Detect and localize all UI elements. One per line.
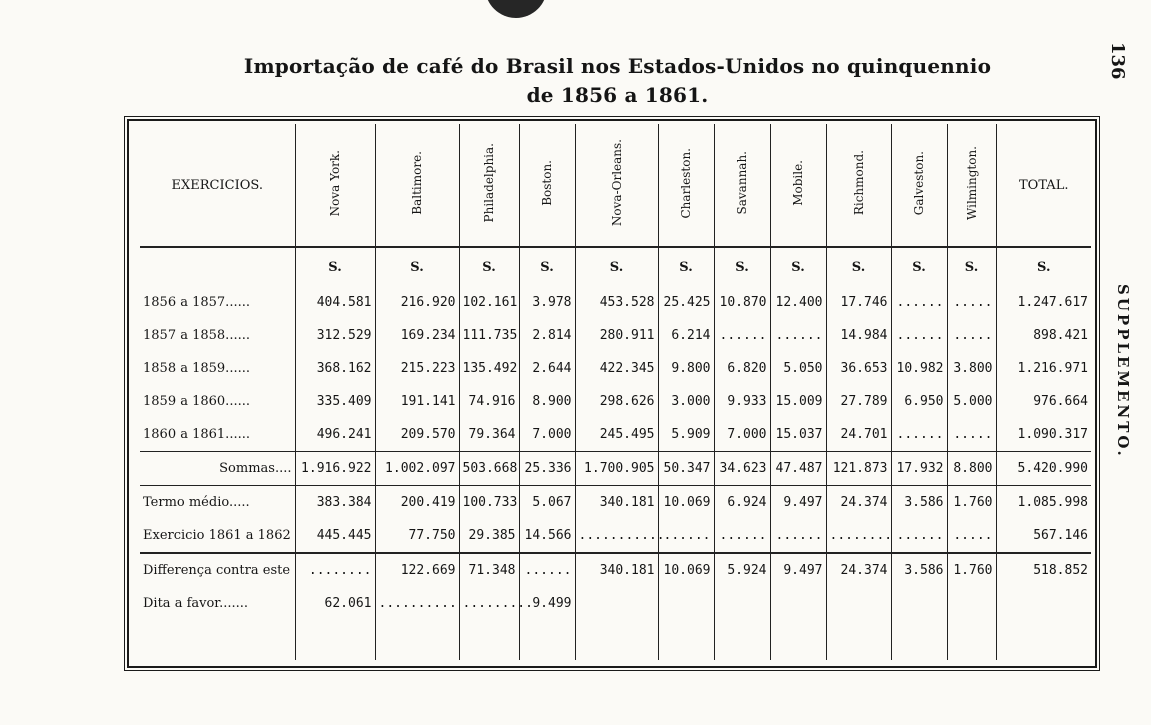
value-cell: ...... — [714, 519, 770, 553]
exercicio-row — [140, 519, 1091, 553]
empty-cell — [575, 620, 658, 660]
value-cell: 1.916.922 — [295, 452, 375, 486]
value-cell: 5.924 — [714, 553, 770, 587]
value-cell: 335.409 — [295, 385, 375, 418]
total-cell — [996, 587, 1091, 620]
header-exercicios: EXERCICIOS. — [140, 124, 295, 247]
value-cell: 34.623 — [714, 452, 770, 486]
unit-cell: S. — [891, 247, 947, 286]
empty-cell — [140, 620, 295, 660]
col-header: Charleston. — [658, 124, 714, 247]
value-cell: 122.669 — [375, 553, 459, 587]
row-label: Termo médio..... — [140, 486, 295, 520]
row-label: 1856 a 1857...... — [143, 295, 250, 311]
unit-cell: S. — [826, 247, 891, 286]
value-cell: 503.668 — [459, 452, 519, 486]
value-cell: ........ — [295, 553, 375, 587]
empty-cell — [375, 620, 459, 660]
empty-cell — [947, 620, 996, 660]
total-cell: 898.421 — [996, 319, 1091, 352]
value-cell — [575, 587, 658, 620]
value-cell: 135.492 — [459, 352, 519, 385]
value-cell: 7.000 — [519, 418, 575, 452]
col-header: Savannah. — [714, 124, 770, 247]
value-cell: 50.347 — [658, 452, 714, 486]
value-cell: 102.161 — [459, 286, 519, 319]
value-cell: 36.653 — [826, 352, 891, 385]
value-cell: ...... — [891, 418, 947, 452]
unit-cell: S. — [770, 247, 826, 286]
value-cell: 383.384 — [295, 486, 375, 520]
total-cell: 1.090.317 — [996, 418, 1091, 452]
row-label: 1857 a 1858...... — [143, 328, 250, 344]
page-title — [150, 52, 1085, 110]
value-cell: 312.529 — [295, 319, 375, 352]
value-cell: 496.241 — [295, 418, 375, 452]
value-cell: 17.932 — [891, 452, 947, 486]
value-cell: ........... — [575, 519, 658, 553]
title-line-1: Importação de café do Brasil nos Estados-Unidos no quinquennio — [243, 54, 992, 78]
value-cell: 5.909 — [658, 418, 714, 452]
value-cell: 3.000 — [658, 385, 714, 418]
value-cell: 29.385 — [459, 519, 519, 553]
total-cell: 1.085.998 — [996, 486, 1091, 520]
empty-cell — [519, 620, 575, 660]
sommas-row — [140, 452, 1091, 486]
value-cell: ...... — [891, 286, 947, 319]
unit-cell: S. — [375, 247, 459, 286]
value-cell: 216.920 — [375, 286, 459, 319]
empty-cell — [826, 620, 891, 660]
differenca-row — [140, 553, 1091, 587]
value-cell: 280.911 — [575, 319, 658, 352]
total-cell: 1.216.971 — [996, 352, 1091, 385]
col-header: Nova York. — [295, 124, 375, 247]
value-cell: ...... — [770, 319, 826, 352]
units-label — [140, 247, 295, 286]
value-cell: 191.141 — [375, 385, 459, 418]
value-cell: 3.800 — [947, 352, 996, 385]
value-cell: 9.499 — [519, 587, 575, 620]
value-cell: 6.924 — [714, 486, 770, 520]
total-cell: 976.664 — [996, 385, 1091, 418]
empty-cell — [714, 620, 770, 660]
row-label: Dita a favor....... — [143, 596, 249, 612]
value-cell: 17.746 — [826, 286, 891, 319]
unit-cell: S. — [658, 247, 714, 286]
value-cell: 1.760 — [947, 553, 996, 587]
value-cell: 6.820 — [714, 352, 770, 385]
value-cell: 453.528 — [575, 286, 658, 319]
value-cell: ..... — [947, 286, 996, 319]
unit-cell: S. — [714, 247, 770, 286]
year-row — [140, 418, 1091, 452]
year-row — [140, 286, 1091, 319]
value-cell: 7.000 — [714, 418, 770, 452]
termo-medio-row — [140, 486, 1091, 520]
value-cell: 169.234 — [375, 319, 459, 352]
total-cell: 1.247.617 — [996, 286, 1091, 319]
value-cell: 25.425 — [658, 286, 714, 319]
value-cell: 14.566 — [519, 519, 575, 553]
value-cell — [826, 587, 891, 620]
value-cell: ......... — [459, 587, 519, 620]
value-cell: 24.374 — [826, 486, 891, 520]
filler-row — [140, 620, 1091, 660]
value-cell: 3.586 — [891, 553, 947, 587]
value-cell: 2.814 — [519, 319, 575, 352]
value-cell: 2.644 — [519, 352, 575, 385]
row-label: 1858 a 1859...... — [143, 361, 250, 377]
value-cell: 8.900 — [519, 385, 575, 418]
row-label: Exercicio 1861 a 1862 — [143, 528, 291, 544]
value-cell: 9.933 — [714, 385, 770, 418]
value-cell: .......... — [375, 587, 459, 620]
total-cell: 567.146 — [996, 519, 1091, 553]
value-cell: 298.626 — [575, 385, 658, 418]
row-label: 1860 a 1861...... — [143, 427, 250, 443]
col-header: Galveston. — [891, 124, 947, 247]
units-row — [140, 247, 1091, 286]
value-cell: 74.916 — [459, 385, 519, 418]
col-header: Boston. — [519, 124, 575, 247]
year-row — [140, 319, 1091, 352]
value-cell: 71.348 — [459, 553, 519, 587]
value-cell: 9.497 — [770, 553, 826, 587]
value-cell: 445.445 — [295, 519, 375, 553]
value-cell: 6.950 — [891, 385, 947, 418]
value-cell: 1.700.905 — [575, 452, 658, 486]
side-section-label: SUPPLEMENTO. — [1114, 284, 1132, 459]
value-cell: 200.419 — [375, 486, 459, 520]
unit-cell: S. — [459, 247, 519, 286]
unit-cell: S. — [996, 247, 1091, 286]
empty-cell — [295, 620, 375, 660]
value-cell: 10.069 — [658, 486, 714, 520]
value-cell: 8.800 — [947, 452, 996, 486]
value-cell: 5.000 — [947, 385, 996, 418]
year-row — [140, 385, 1091, 418]
value-cell: 1.760 — [947, 486, 996, 520]
value-cell: 6.214 — [658, 319, 714, 352]
value-cell: 47.487 — [770, 452, 826, 486]
value-cell: 245.495 — [575, 418, 658, 452]
value-cell: 15.037 — [770, 418, 826, 452]
empty-cell — [658, 620, 714, 660]
value-cell: 100.733 — [459, 486, 519, 520]
col-header: Nova-Orleans. — [575, 124, 658, 247]
value-cell: 9.800 — [658, 352, 714, 385]
value-cell: ..... — [947, 418, 996, 452]
value-cell: ...... — [891, 319, 947, 352]
value-cell: ...... — [519, 553, 575, 587]
value-cell: ........ — [826, 519, 891, 553]
value-cell: 209.570 — [375, 418, 459, 452]
value-cell: 340.181 — [575, 486, 658, 520]
value-cell: 422.345 — [575, 352, 658, 385]
value-cell: 14.984 — [826, 319, 891, 352]
value-cell: 404.581 — [295, 286, 375, 319]
row-label: Differença contra este — [140, 553, 295, 587]
value-cell: 340.181 — [575, 553, 658, 587]
value-cell: ...... — [770, 519, 826, 553]
header-total: TOTAL. — [996, 124, 1091, 247]
value-cell: 5.067 — [519, 486, 575, 520]
value-cell: 368.162 — [295, 352, 375, 385]
value-cell: 62.061 — [295, 587, 375, 620]
col-header: Baltimore. — [375, 124, 459, 247]
coffee-import-table — [140, 124, 1091, 660]
value-cell: 10.982 — [891, 352, 947, 385]
value-cell: 15.009 — [770, 385, 826, 418]
value-cell — [947, 587, 996, 620]
value-cell — [770, 587, 826, 620]
value-cell: 25.336 — [519, 452, 575, 486]
dita-favor-row — [140, 587, 1091, 620]
value-cell: 79.364 — [459, 418, 519, 452]
empty-cell — [891, 620, 947, 660]
total-cell: 518.852 — [996, 553, 1091, 587]
empty-cell — [996, 620, 1091, 660]
value-cell: 24.701 — [826, 418, 891, 452]
unit-cell: S. — [947, 247, 996, 286]
unit-cell: S. — [575, 247, 658, 286]
year-row — [140, 352, 1091, 385]
value-cell: 24.374 — [826, 553, 891, 587]
value-cell: 215.223 — [375, 352, 459, 385]
row-label: 1859 a 1860...... — [143, 394, 250, 410]
empty-cell — [459, 620, 519, 660]
value-cell: ...... — [891, 519, 947, 553]
value-cell: ...... — [714, 319, 770, 352]
decorative-ornament — [485, 0, 547, 18]
value-cell: 3.978 — [519, 286, 575, 319]
row-label: Sommas.... — [140, 452, 295, 486]
total-cell: 5.420.990 — [996, 452, 1091, 486]
value-cell — [714, 587, 770, 620]
value-cell: 3.586 — [891, 486, 947, 520]
value-cell: 10.069 — [658, 553, 714, 587]
value-cell: ...... — [658, 519, 714, 553]
value-cell: 111.735 — [459, 319, 519, 352]
value-cell: ..... — [947, 519, 996, 553]
value-cell: 5.050 — [770, 352, 826, 385]
col-header: Philadelphia. — [459, 124, 519, 247]
col-header: Mobile. — [770, 124, 826, 247]
value-cell: 121.873 — [826, 452, 891, 486]
unit-cell: S. — [295, 247, 375, 286]
value-cell: 10.870 — [714, 286, 770, 319]
value-cell — [891, 587, 947, 620]
col-header: Richmond. — [826, 124, 891, 247]
value-cell: 1.002.097 — [375, 452, 459, 486]
empty-cell — [770, 620, 826, 660]
value-cell: 9.497 — [770, 486, 826, 520]
header-row — [140, 124, 1091, 247]
col-header: Wilmington. — [947, 124, 996, 247]
unit-cell: S. — [519, 247, 575, 286]
page-number: 136 — [1107, 42, 1128, 80]
value-cell — [658, 587, 714, 620]
value-cell: 27.789 — [826, 385, 891, 418]
value-cell: 77.750 — [375, 519, 459, 553]
value-cell: ..... — [947, 319, 996, 352]
title-line-2: de 1856 a 1861. — [526, 83, 709, 107]
value-cell: 12.400 — [770, 286, 826, 319]
